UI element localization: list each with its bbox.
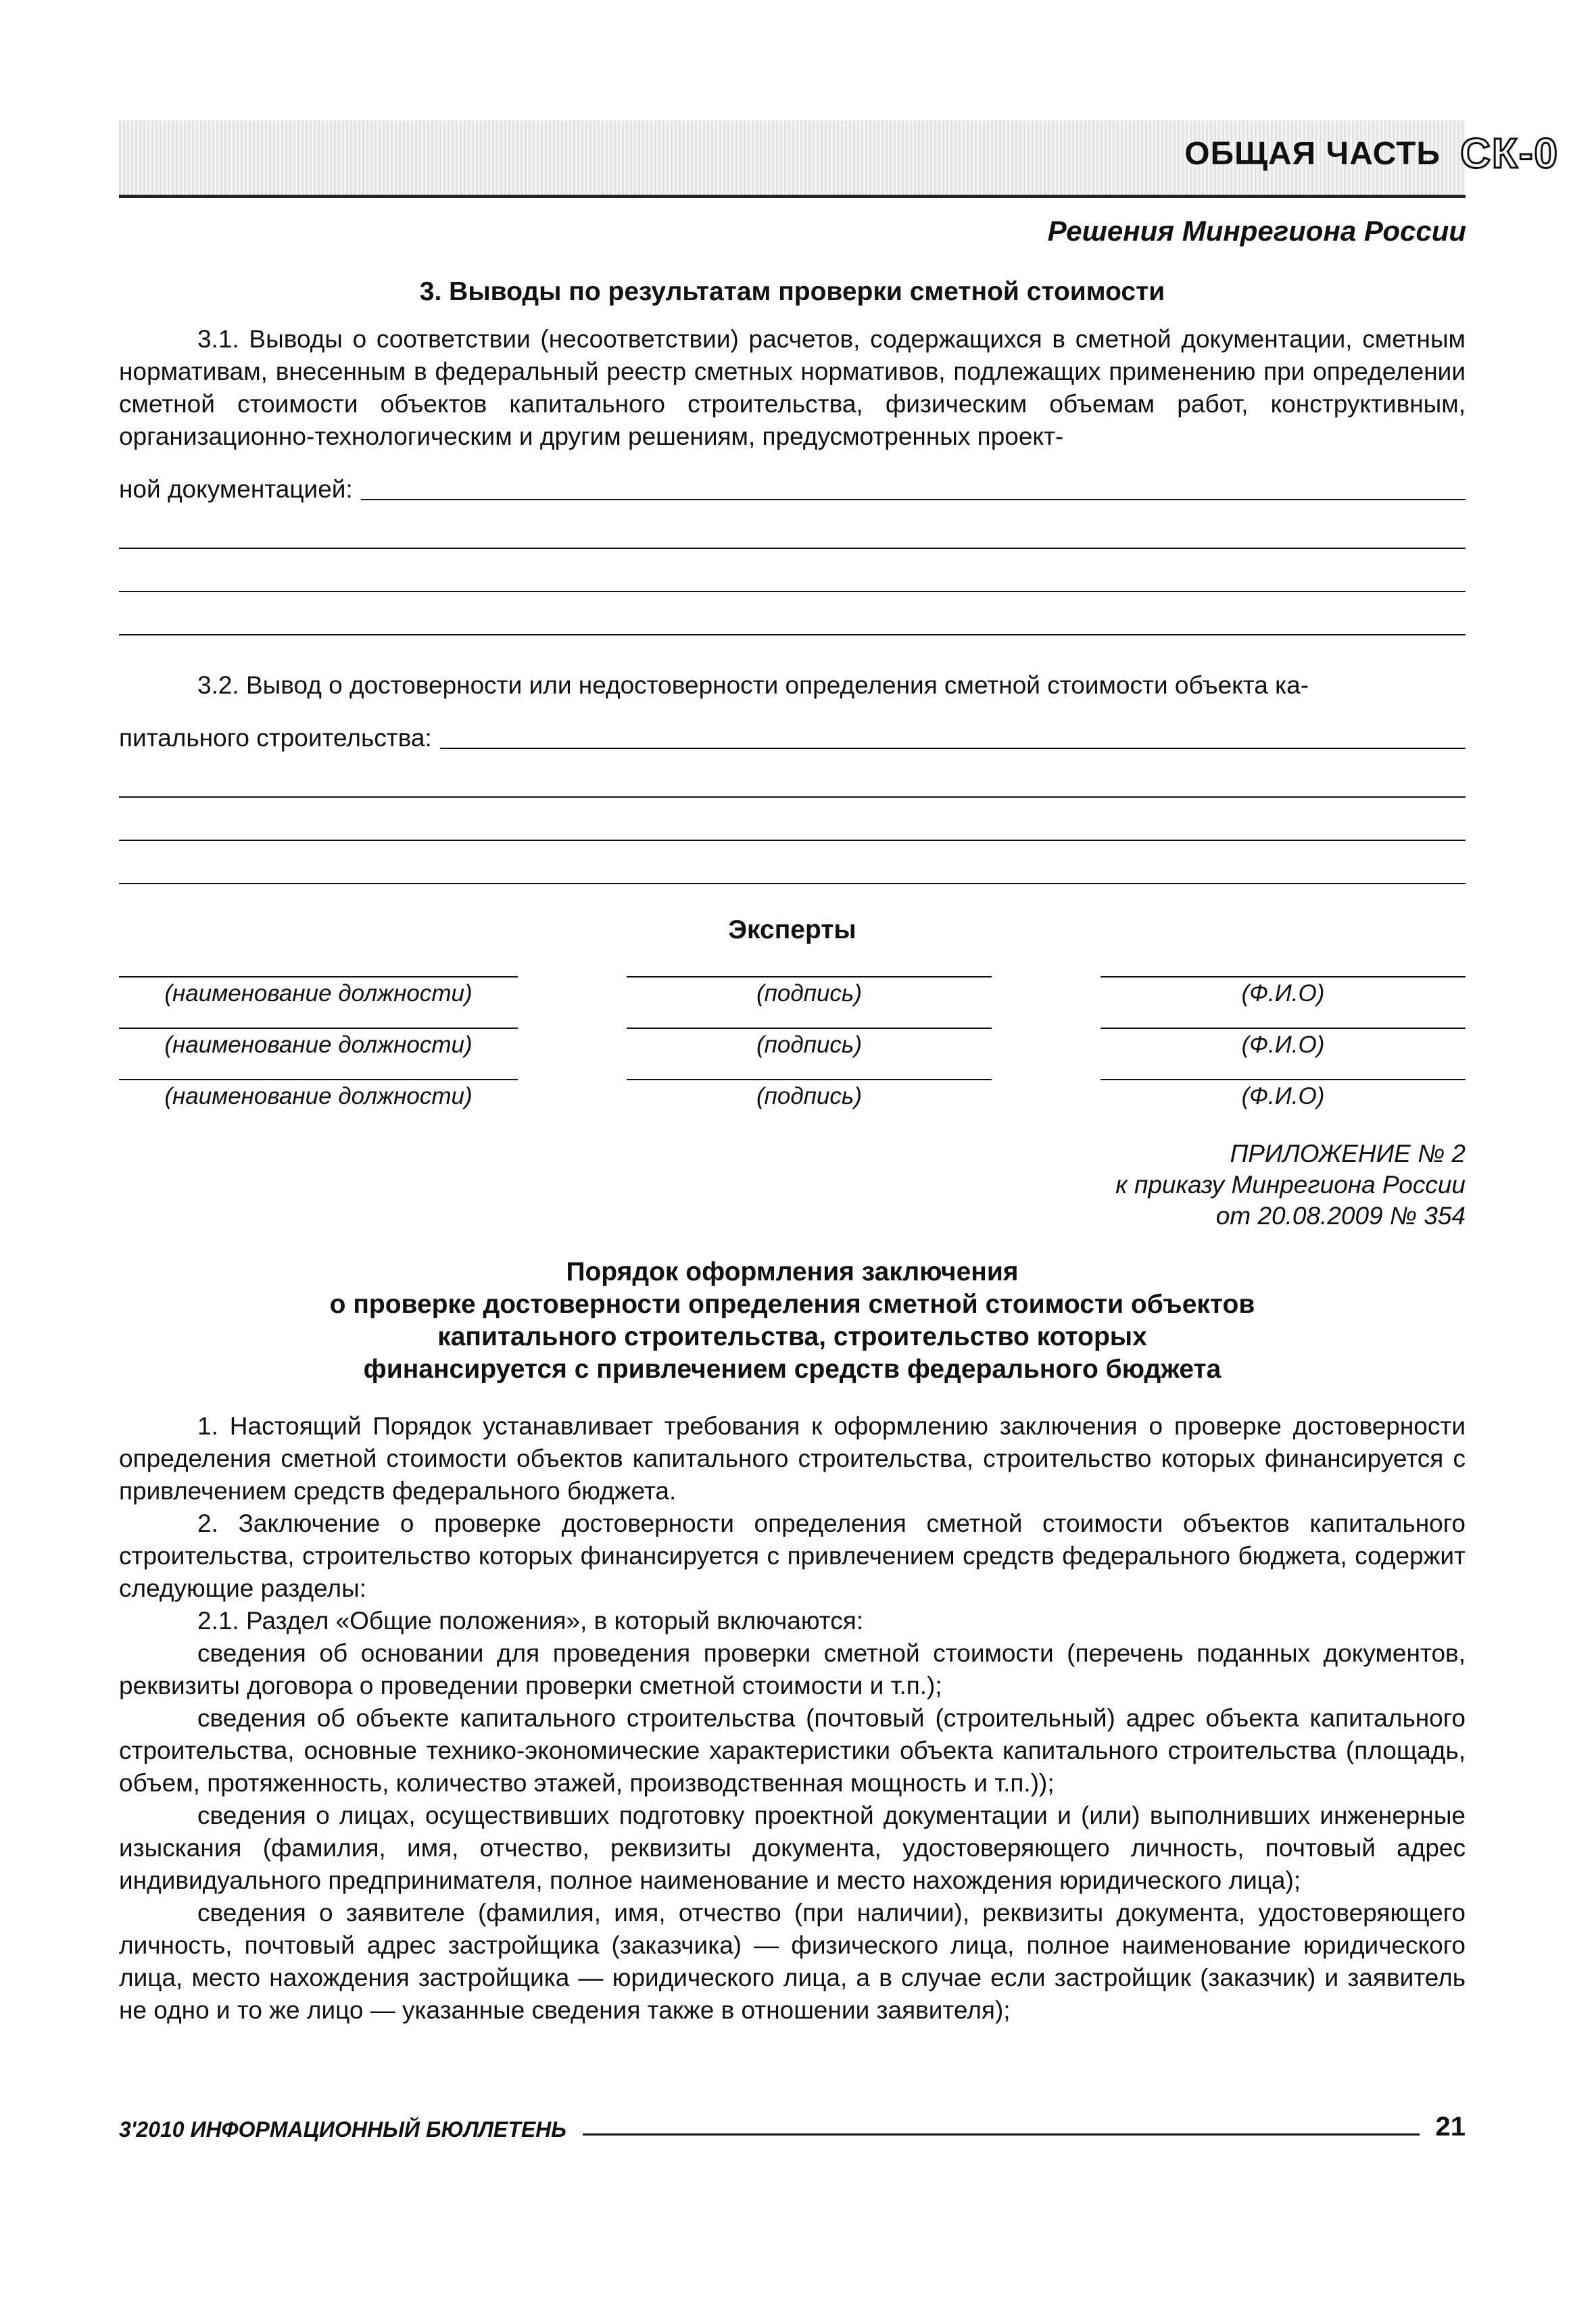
document-title-line: финансируется с привлечением средств федерального бюджета [363,1355,1222,1384]
signature-sign: (подпись) [627,1079,992,1111]
blank-line [119,549,1466,592]
blank-line [440,748,1466,749]
experts-title: Эксперты [728,915,856,944]
appendix-line: ПРИЛОЖЕНИЕ № 2 [1230,1140,1466,1167]
footer-publication: 3'2010 ИНФОРМАЦИОННЫЙ БЮЛЛЕТЕНЬ [119,2117,566,2142]
signature-row [119,1079,1466,1111]
blank-line [119,754,1466,798]
fill-line-3-2 [119,722,1466,754]
appendix-line: от 20.08.2009 № 354 [1215,1202,1466,1230]
blank-line [361,499,1466,500]
signature-name: (Ф.И.О) [1101,1079,1466,1111]
fill-label-3-2: питального строительства: [119,724,432,752]
blank-line [119,592,1466,635]
document-title-line: капитального строительства, строительство которых [437,1322,1147,1351]
signature-row [119,1028,1466,1060]
footer-rule [583,2133,1420,2136]
signature-row [119,976,1466,1009]
section-code-badge: СК-0 [1460,130,1559,177]
body-paragraph: 1. Настоящий Порядок устанавливает требования к оформлению заключения о проверке достоверности определения сметной стоимости объектов капитального строительства, строительство которых финансируется с привлечением средств федерального бюджета. [119,1412,1466,1505]
document-title-line: Порядок оформления заключения [566,1257,1019,1286]
page-footer [119,2112,1466,2142]
blank-line [119,506,1466,549]
page-content [119,276,1466,2027]
paragraph-3-1: 3.1. Выводы о соответствии (несоответствии) расчетов, содержащихся в сметной документации, сметным нормативам, внесенным в федеральный реестр сметных нормативов, подлежащих применению при определении сметной стоимости объектов капитального строительства, физическим объемам работ, конструктивным, организационно-технологическим и другим решениям, предусмотренных проект- [119,325,1466,450]
blank-line [119,798,1466,841]
signature-position: (наименование должности) [119,1028,518,1060]
fill-label-3-1: ной документацией: [119,475,353,503]
page-number: 21 [1435,2112,1466,2142]
body-paragraph: сведения о заявителе (фамилия, имя, отчество (при наличии), реквизиты документа, удостоверяющего личность, почтовый адрес застройщика (заказчика) — физического лица, полное наименование юридического лица, место нахождения застройщика — юридического лица, а в случае если застройщик (заказчик) и заявитель не одно и то же лицо — указанные сведения также в отношении заявителя); [119,1899,1466,2024]
body-paragraph: 2.1. Раздел «Общие положения», в который включаются: [197,1607,864,1635]
blank-line [119,841,1466,884]
body-paragraph: 2. Заключение о проверке достоверности определения сметной стоимости объектов капитального строительства, строительство которых финансируется с привлечением средств федерального бюджета, содержит следующие разделы: [119,1510,1466,1602]
fill-line-3-1 [119,473,1466,506]
signature-position: (наименование должности) [119,976,518,1009]
paragraph-3-2: 3.2. Вывод о достоверности или недостоверности определения сметной стоимости объекта ка- [197,671,1309,699]
body-paragraph: сведения об основании для проведения проверки сметной стоимости (перечень поданных документов, реквизиты договора о проведении проверки сметной стоимости и т.п.); [119,1639,1466,1699]
appendix-note [119,1138,1466,1232]
appendix-line: к приказу Минрегиона России [1115,1171,1466,1199]
body-paragraph: сведения об объекте капитального строительства (почтовый (строительный) адрес объекта капитального строительства, основные технико-экономические характеристики объекта капитального строительства (площадь, объем, протяженность, количество этажей, производственная мощность и т.п.)); [119,1704,1466,1797]
document-title-line: о проверке достоверности определения сметной стоимости объектов [329,1290,1255,1319]
signature-position: (наименование должности) [119,1079,518,1111]
signature-name: (Ф.И.О) [1101,976,1466,1009]
section-3-title: 3. Выводы по результатам проверки сметной стоимости [419,277,1165,306]
section-header-title: ОБЩАЯ ЧАСТЬ [1184,136,1441,172]
signature-name: (Ф.И.О) [1101,1028,1466,1060]
signature-sign: (подпись) [627,976,992,1009]
document-title [119,1256,1466,1386]
signature-sign: (подпись) [627,1028,992,1060]
header-subtitle: Решения Минрегиона России [1047,215,1466,247]
body-paragraph: сведения о лицах, осуществивших подготовку проектной документации и (или) выполнивших инженерные изыскания (фамилия, имя, отчество, реквизиты документа, удостоверяющего личность, почтовый адрес индивидуального предпринимателя, полное наименование и место нахождения юридического лица); [119,1802,1466,1894]
